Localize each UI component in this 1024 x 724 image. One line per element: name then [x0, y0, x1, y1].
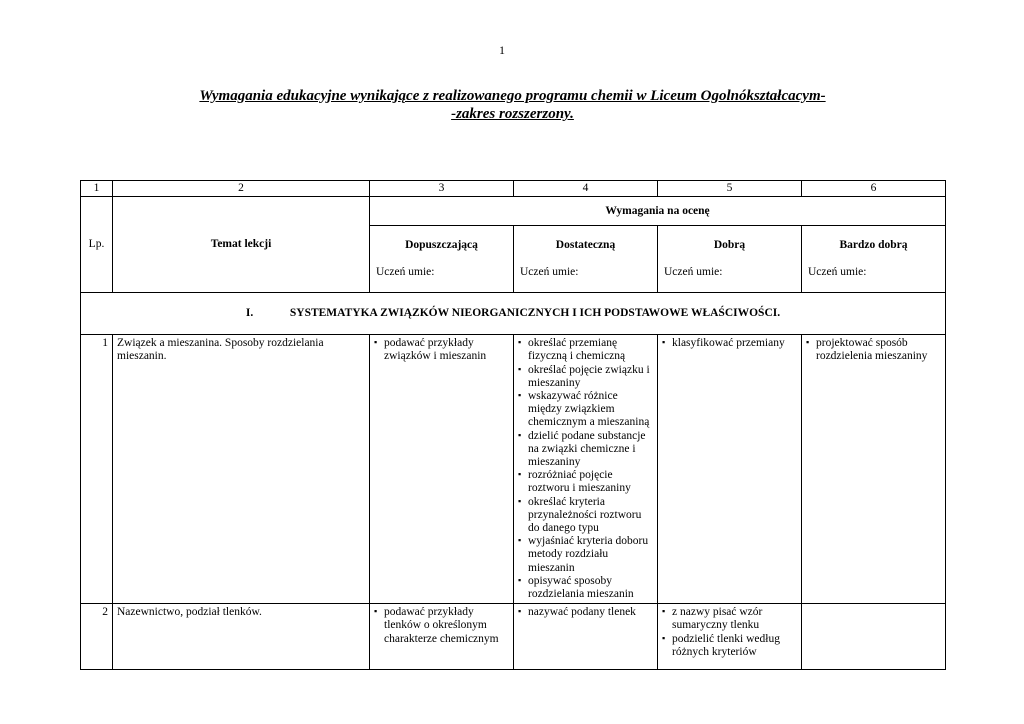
title-line-1: Wymagania edukacyjne wynikające z realizowanego programu chemii w Liceum Ogolnókształcacym- [199, 88, 826, 104]
list-item: ▪ podawać przykłady związków i mieszanin [374, 337, 509, 363]
requirements-bardzo-dobra [802, 604, 946, 670]
list-item: ▪ wyjaśniać kryteria doboru metody rozdziału mieszanin [518, 535, 653, 575]
page-number: 1 [499, 43, 505, 57]
section-number: I. [245, 307, 254, 320]
column-number: 1 [81, 181, 113, 197]
list-item: ▪ nazywać podany tlenek [518, 606, 653, 619]
requirements-dopuszczajaca [370, 604, 514, 670]
list-item: ▪ opisywać sposoby rozdzielania mieszanin [518, 575, 653, 601]
requirements-dobra [658, 335, 802, 604]
topic-header: Temat lekcji [113, 197, 370, 293]
table-row [81, 335, 946, 604]
column-number: 3 [370, 181, 514, 197]
grade-name: Bardzo dobrą [839, 239, 908, 252]
lesson-topic: Nazewnictwo, podział tlenków. [113, 604, 370, 670]
list-item: ▪ określać przemianę fizyczną i chemiczną [518, 337, 653, 363]
section-heading [81, 293, 946, 335]
list-item: ▪ klasyfikować przemiany [662, 337, 797, 350]
requirements-dopuszczajaca [370, 335, 514, 604]
section-row [81, 293, 946, 335]
grade-subtitle: Uczeń umie: [520, 266, 579, 279]
header-row [81, 197, 946, 226]
grade-name: Dobrą [713, 239, 746, 252]
grade-name: Dostateczną [555, 239, 616, 252]
list-item: ▪ dzielić podane substancje na związki chemiczne i mieszaniny [518, 430, 653, 470]
requirements-dostateczna [514, 604, 658, 670]
grade-name: Dopuszczającą [405, 239, 478, 252]
list-item: ▪ rozróżniać pojęcie roztworu i mieszaniny [518, 469, 653, 495]
row-number: 1 [81, 335, 113, 604]
lesson-topic: Związek a mieszanina. Sposoby rozdzielania mieszanin. [113, 335, 370, 604]
list-item: ▪ podzielić tlenki według różnych kryteriów [662, 633, 797, 659]
grade-subtitle: Uczeń umie: [376, 266, 435, 279]
column-number: 6 [802, 181, 946, 197]
grade-subtitle: Uczeń umie: [808, 266, 867, 279]
table-row [81, 604, 946, 670]
grade-header-dopuszczajaca [370, 226, 514, 293]
column-number-row [81, 181, 946, 197]
document-title [80, 87, 945, 123]
grade-subtitle: Uczeń umie: [664, 266, 723, 279]
list-item: ▪ projektować sposób rozdzielenia mieszaniny [806, 337, 941, 363]
grade-header-dobra [658, 226, 802, 293]
row-number: 2 [81, 604, 113, 670]
column-number: 2 [113, 181, 370, 197]
list-item: ▪ podawać przykłady tlenków o określonym charakterze chemicznym [374, 606, 509, 646]
list-item: ▪ określać pojęcie związku i mieszaniny [518, 364, 653, 390]
title-line-2: -zakres rozszerzony. [451, 106, 574, 122]
requirements-dobra [658, 604, 802, 670]
lp-header: Lp. [81, 197, 113, 293]
requirements-header: Wymagania na ocenę [370, 197, 946, 226]
grade-header-dostateczna [514, 226, 658, 293]
grade-header-bardzo-dobra [802, 226, 946, 293]
requirements-bardzo-dobra [802, 335, 946, 604]
list-item: ▪ wskazywać różnice między związkiem chemicznym a mieszaniną [518, 390, 653, 430]
list-item: ▪ określać kryteria przynależności roztworu do danego typu [518, 496, 653, 536]
section-title: SYSTEMATYKA ZWIĄZKÓW NIEORGANICZNYCH I ICH PODSTAWOWE WŁAŚCIWOŚCI. [289, 307, 781, 320]
requirements-table [80, 180, 946, 670]
requirements-dostateczna [514, 335, 658, 604]
column-number: 5 [658, 181, 802, 197]
list-item: ▪ z nazwy pisać wzór sumaryczny tlenku [662, 606, 797, 632]
column-number: 4 [514, 181, 658, 197]
